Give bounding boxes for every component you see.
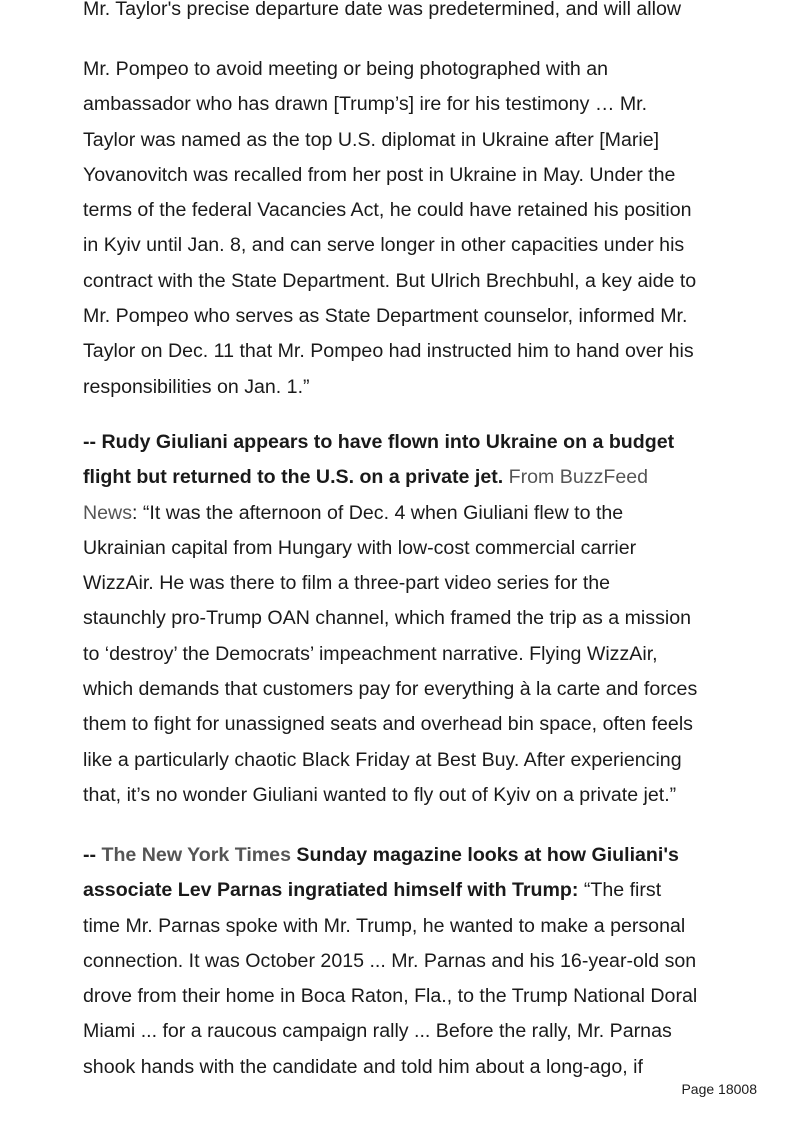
text-line: shook hands with the candidate and told him about a long-ago, if xyxy=(83,1055,643,1078)
text-line: to ‘destroy’ the Democrats’ impeachment narrative. Flying WizzAir, xyxy=(83,642,658,665)
buzzfeed-link[interactable]: News xyxy=(83,501,132,524)
text-line: like a particularly chaotic Black Friday at Best Buy. After experiencing xyxy=(83,748,682,771)
text-line: responsibilities on Jan. 1.” xyxy=(83,375,310,398)
text-line: Yovanovitch was recalled from her post in Ukraine in May. Under the xyxy=(83,163,676,186)
text-line: which demands that customers pay for everything à la carte and forces xyxy=(83,678,698,701)
text-line: Miami ... for a raucous campaign rally ... Before the rally, Mr. Parnas xyxy=(83,1020,672,1043)
text-line: Mr. Pompeo to avoid meeting or being photographed with an xyxy=(83,58,609,80)
page-number: Page 18008 xyxy=(681,1081,757,1097)
text-line: them to fight for unassigned seats and overhead bin space, often feels xyxy=(83,713,693,736)
text-line: connection. It was October 2015 ... Mr. Parnas and his 16-year-old son xyxy=(83,949,697,972)
paragraph-taylor xyxy=(83,52,743,405)
text-line: time Mr. Parnas spoke with Mr. Trump, he wanted to make a personal xyxy=(83,914,686,937)
text-line: Ukrainian capital from Hungary with low-cost commercial carrier xyxy=(83,536,637,559)
cut-off-line xyxy=(83,0,743,33)
paragraph-parnas xyxy=(83,838,743,1085)
text-line: in Kyiv until Jan. 8, and can serve longer in other capacities under his xyxy=(83,234,685,257)
text-line: terms of the federal Vacancies Act, he could have retained his position xyxy=(83,199,692,222)
headline: associate Lev Parnas ingratiated himself with Trump: xyxy=(83,879,579,902)
text-line: Mr. Taylor's precise departure date was predetermined, and will allow xyxy=(83,0,682,20)
text-line: Mr. Pompeo who serves as State Department counselor, informed Mr. xyxy=(83,305,688,328)
text-line: staunchly pro-Trump OAN channel, which framed the trip as a mission xyxy=(83,607,692,630)
headline-dash: -- xyxy=(83,844,102,866)
headline: -- Rudy Giuliani appears to have flown into Ukraine on a budget xyxy=(83,431,675,453)
text-line: contract with the State Department. But Ulrich Brechbuhl, a key aide to xyxy=(83,269,697,292)
headline: Sunday magazine looks at how Giuliani's xyxy=(290,844,679,866)
text-line: Taylor was named as the top U.S. diplomat in Ukraine after [Marie] xyxy=(83,128,660,151)
text-line: that, it’s no wonder Giuliani wanted to fly out of Kyiv on a private jet.” xyxy=(83,783,677,806)
text-line: : “It was the afternoon of Dec. 4 when Giuliani flew to the xyxy=(132,501,624,524)
text-line: drove from their home in Boca Raton, Fla., to the Trump National Doral xyxy=(83,985,698,1008)
paragraph-giuliani xyxy=(83,425,743,813)
nyt-link[interactable]: The New York Times xyxy=(101,844,291,866)
text-line: ambassador who has drawn [Trump’s] ire for his testimony … Mr. xyxy=(83,93,648,116)
text-line: “The first xyxy=(578,879,662,902)
buzzfeed-link[interactable]: From BuzzFeed xyxy=(508,466,649,489)
text-line: Taylor on Dec. 11 that Mr. Pompeo had instructed him to hand over his xyxy=(83,340,694,363)
headline: flight but returned to the U.S. on a private jet. xyxy=(83,466,504,489)
text-line: WizzAir. He was there to film a three-part video series for the xyxy=(83,572,611,595)
